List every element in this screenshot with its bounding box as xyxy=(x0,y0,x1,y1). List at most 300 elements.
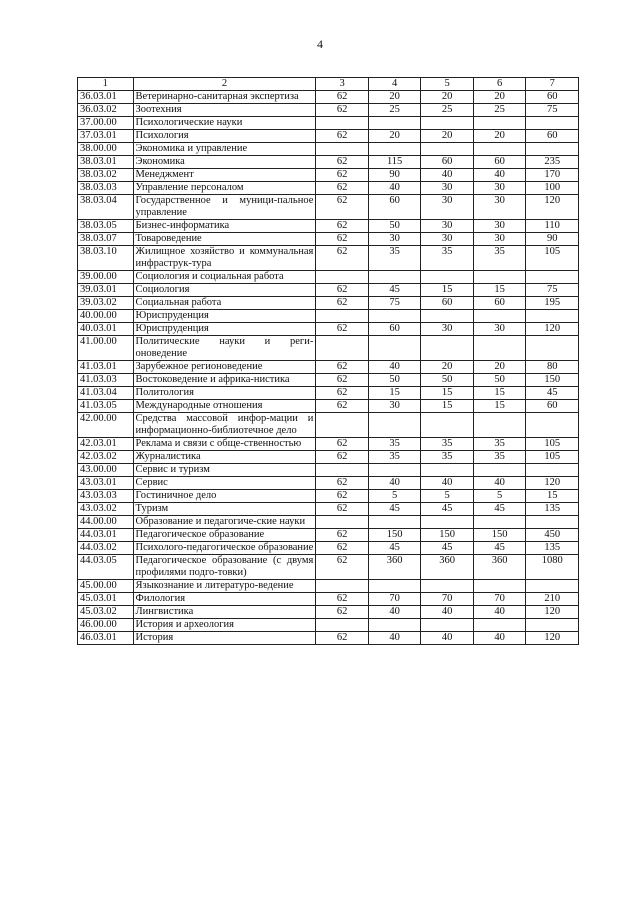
specialty-name: Товароведение xyxy=(133,233,316,246)
value-col-4: 15 xyxy=(368,387,421,400)
table-row xyxy=(78,182,579,195)
value-col-5: 35 xyxy=(421,451,474,464)
table-row xyxy=(78,297,579,310)
specialty-name: Филология xyxy=(133,593,316,606)
value-col-5: 20 xyxy=(421,361,474,374)
value-col-7: 120 xyxy=(526,477,579,490)
value-col-7: 100 xyxy=(526,182,579,195)
value-col-6: 30 xyxy=(473,195,526,220)
specialty-name: Государственное и муници-пальное управление xyxy=(133,195,316,220)
column-number: 6 xyxy=(473,78,526,91)
value-col-5: 70 xyxy=(421,593,474,606)
value-col-7: 135 xyxy=(526,503,579,516)
specialty-code: 45.00.00 xyxy=(78,580,134,593)
specialty-name: Политология xyxy=(133,387,316,400)
table-row xyxy=(78,336,579,361)
value-col-4: 360 xyxy=(368,555,421,580)
value-col-7: 120 xyxy=(526,632,579,645)
value-col-4: 75 xyxy=(368,297,421,310)
table-row xyxy=(78,361,579,374)
value-col-7 xyxy=(526,143,579,156)
specialty-code: 46.03.01 xyxy=(78,632,134,645)
value-col-6: 35 xyxy=(473,451,526,464)
table-row xyxy=(78,606,579,619)
value-col-6 xyxy=(473,516,526,529)
value-col-3: 62 xyxy=(316,284,369,297)
value-col-4: 45 xyxy=(368,503,421,516)
specialty-code: 38.03.01 xyxy=(78,156,134,169)
value-col-3: 62 xyxy=(316,555,369,580)
column-number-row xyxy=(78,78,579,91)
value-col-4: 50 xyxy=(368,374,421,387)
value-col-3: 62 xyxy=(316,91,369,104)
value-col-4: 40 xyxy=(368,182,421,195)
value-col-7: 210 xyxy=(526,593,579,606)
value-col-6 xyxy=(473,464,526,477)
value-col-5: 25 xyxy=(421,104,474,117)
value-col-7 xyxy=(526,310,579,323)
value-col-5: 50 xyxy=(421,374,474,387)
value-col-7: 120 xyxy=(526,195,579,220)
specialty-name: Социология и социальная работа xyxy=(133,271,316,284)
value-col-6: 20 xyxy=(473,361,526,374)
value-col-5: 15 xyxy=(421,387,474,400)
value-col-6: 30 xyxy=(473,323,526,336)
specialty-code: 38.03.03 xyxy=(78,182,134,195)
value-col-5: 35 xyxy=(421,246,474,271)
value-col-4: 70 xyxy=(368,593,421,606)
specialties-table xyxy=(77,77,579,645)
value-col-6: 50 xyxy=(473,374,526,387)
value-col-4: 40 xyxy=(368,477,421,490)
column-number: 5 xyxy=(421,78,474,91)
value-col-7 xyxy=(526,619,579,632)
value-col-4 xyxy=(368,464,421,477)
value-col-6 xyxy=(473,271,526,284)
value-col-6 xyxy=(473,336,526,361)
table-row xyxy=(78,413,579,438)
table-row xyxy=(78,632,579,645)
value-col-5: 40 xyxy=(421,606,474,619)
specialty-name: Социология xyxy=(133,284,316,297)
value-col-6: 40 xyxy=(473,169,526,182)
specialty-name: История xyxy=(133,632,316,645)
specialty-code: 42.00.00 xyxy=(78,413,134,438)
specialty-name: Педагогическое образование xyxy=(133,529,316,542)
value-col-7: 150 xyxy=(526,374,579,387)
table-row xyxy=(78,593,579,606)
table-row xyxy=(78,323,579,336)
specialty-code: 38.03.10 xyxy=(78,246,134,271)
value-col-3: 62 xyxy=(316,195,369,220)
value-col-3: 62 xyxy=(316,156,369,169)
specialty-name: Лингвистика xyxy=(133,606,316,619)
specialty-code: 39.00.00 xyxy=(78,271,134,284)
specialty-code: 37.00.00 xyxy=(78,117,134,130)
specialty-code: 41.03.03 xyxy=(78,374,134,387)
value-col-3 xyxy=(316,619,369,632)
value-col-7: 75 xyxy=(526,284,579,297)
value-col-3: 62 xyxy=(316,593,369,606)
specialty-name: Средства массовой инфор-мации и информационно-библиотечное дело xyxy=(133,413,316,438)
value-col-4: 35 xyxy=(368,438,421,451)
specialty-code: 38.03.02 xyxy=(78,169,134,182)
specialty-code: 39.03.02 xyxy=(78,297,134,310)
specialty-code: 44.00.00 xyxy=(78,516,134,529)
specialty-code: 45.03.01 xyxy=(78,593,134,606)
specialty-code: 43.03.01 xyxy=(78,477,134,490)
specialty-code: 43.03.03 xyxy=(78,490,134,503)
column-number: 1 xyxy=(78,78,134,91)
value-col-3: 62 xyxy=(316,297,369,310)
value-col-3: 62 xyxy=(316,233,369,246)
specialty-code: 37.03.01 xyxy=(78,130,134,143)
specialty-code: 42.03.02 xyxy=(78,451,134,464)
value-col-6: 30 xyxy=(473,233,526,246)
value-col-4 xyxy=(368,516,421,529)
column-number: 3 xyxy=(316,78,369,91)
value-col-3 xyxy=(316,516,369,529)
value-col-5 xyxy=(421,271,474,284)
value-col-5 xyxy=(421,580,474,593)
value-col-3: 62 xyxy=(316,182,369,195)
specialty-code: 39.03.01 xyxy=(78,284,134,297)
table-row xyxy=(78,438,579,451)
specialty-name: Менеджмент xyxy=(133,169,316,182)
value-col-6: 5 xyxy=(473,490,526,503)
value-col-4: 20 xyxy=(368,91,421,104)
value-col-6: 70 xyxy=(473,593,526,606)
value-col-5 xyxy=(421,336,474,361)
value-col-5 xyxy=(421,516,474,529)
value-col-5: 20 xyxy=(421,91,474,104)
value-col-3: 62 xyxy=(316,503,369,516)
value-col-3 xyxy=(316,336,369,361)
value-col-4: 40 xyxy=(368,632,421,645)
value-col-7: 60 xyxy=(526,130,579,143)
specialty-code: 46.00.00 xyxy=(78,619,134,632)
value-col-5: 60 xyxy=(421,297,474,310)
table-row xyxy=(78,310,579,323)
value-col-6 xyxy=(473,117,526,130)
value-col-3 xyxy=(316,464,369,477)
value-col-6 xyxy=(473,580,526,593)
value-col-7: 450 xyxy=(526,529,579,542)
specialty-code: 45.03.02 xyxy=(78,606,134,619)
value-col-6: 35 xyxy=(473,246,526,271)
specialty-name: Зоотехния xyxy=(133,104,316,117)
table-row xyxy=(78,619,579,632)
value-col-4: 60 xyxy=(368,195,421,220)
value-col-4 xyxy=(368,143,421,156)
value-col-6 xyxy=(473,310,526,323)
specialty-name: Жилищное хозяйство и коммунальная инфраструк-тура xyxy=(133,246,316,271)
value-col-5: 15 xyxy=(421,400,474,413)
value-col-3: 62 xyxy=(316,542,369,555)
column-number: 2 xyxy=(133,78,316,91)
value-col-3: 62 xyxy=(316,632,369,645)
value-col-5: 15 xyxy=(421,284,474,297)
value-col-3: 62 xyxy=(316,529,369,542)
column-number: 4 xyxy=(368,78,421,91)
table-row xyxy=(78,542,579,555)
value-col-7 xyxy=(526,413,579,438)
value-col-6: 150 xyxy=(473,529,526,542)
value-col-3: 62 xyxy=(316,130,369,143)
value-col-5: 45 xyxy=(421,542,474,555)
value-col-6 xyxy=(473,619,526,632)
value-col-3: 62 xyxy=(316,104,369,117)
value-col-7: 45 xyxy=(526,387,579,400)
specialty-name: Психолого-педагогическое образование xyxy=(133,542,316,555)
specialty-name: Реклама и связи с обще-ственностью xyxy=(133,438,316,451)
specialty-name: История и археология xyxy=(133,619,316,632)
specialty-name: Юриспруденция xyxy=(133,323,316,336)
value-col-4 xyxy=(368,117,421,130)
table-row xyxy=(78,374,579,387)
value-col-3 xyxy=(316,143,369,156)
value-col-3: 62 xyxy=(316,387,369,400)
value-col-7: 170 xyxy=(526,169,579,182)
value-col-7: 60 xyxy=(526,91,579,104)
value-col-7: 110 xyxy=(526,220,579,233)
value-col-5: 30 xyxy=(421,233,474,246)
specialty-code: 41.03.04 xyxy=(78,387,134,400)
value-col-5: 30 xyxy=(421,182,474,195)
value-col-5: 35 xyxy=(421,438,474,451)
value-col-4: 45 xyxy=(368,542,421,555)
value-col-5: 60 xyxy=(421,156,474,169)
table-row xyxy=(78,555,579,580)
table-row xyxy=(78,464,579,477)
specialty-code: 42.03.01 xyxy=(78,438,134,451)
table-row xyxy=(78,130,579,143)
specialty-name: Туризм xyxy=(133,503,316,516)
value-col-4: 150 xyxy=(368,529,421,542)
value-col-3 xyxy=(316,117,369,130)
value-col-6: 15 xyxy=(473,284,526,297)
value-col-7 xyxy=(526,580,579,593)
value-col-4 xyxy=(368,271,421,284)
value-col-7: 105 xyxy=(526,438,579,451)
value-col-3: 62 xyxy=(316,400,369,413)
value-col-5 xyxy=(421,619,474,632)
specialty-code: 44.03.05 xyxy=(78,555,134,580)
specialty-name: Экономика xyxy=(133,156,316,169)
value-col-7: 15 xyxy=(526,490,579,503)
value-col-5 xyxy=(421,143,474,156)
value-col-5: 30 xyxy=(421,220,474,233)
table-row xyxy=(78,220,579,233)
page-number: 4 xyxy=(317,37,323,51)
value-col-6: 60 xyxy=(473,297,526,310)
value-col-4: 50 xyxy=(368,220,421,233)
table-row xyxy=(78,156,579,169)
value-col-6 xyxy=(473,143,526,156)
specialty-name: Гостиничное дело xyxy=(133,490,316,503)
value-col-6: 45 xyxy=(473,542,526,555)
specialty-code: 43.03.02 xyxy=(78,503,134,516)
value-col-5 xyxy=(421,464,474,477)
value-col-3 xyxy=(316,310,369,323)
specialty-name: Журналистика xyxy=(133,451,316,464)
value-col-7 xyxy=(526,271,579,284)
specialty-name: Образование и педагогиче-ские науки xyxy=(133,516,316,529)
value-col-7: 135 xyxy=(526,542,579,555)
table-row xyxy=(78,233,579,246)
value-col-4: 30 xyxy=(368,233,421,246)
value-col-6: 15 xyxy=(473,387,526,400)
value-col-5: 30 xyxy=(421,195,474,220)
table-row xyxy=(78,387,579,400)
value-col-3: 62 xyxy=(316,451,369,464)
value-col-4: 115 xyxy=(368,156,421,169)
value-col-5: 150 xyxy=(421,529,474,542)
value-col-7: 1080 xyxy=(526,555,579,580)
table-row xyxy=(78,271,579,284)
value-col-4 xyxy=(368,619,421,632)
value-col-6: 40 xyxy=(473,632,526,645)
value-col-3: 62 xyxy=(316,490,369,503)
specialty-name: Управление персоналом xyxy=(133,182,316,195)
value-col-7: 105 xyxy=(526,451,579,464)
value-col-3: 62 xyxy=(316,169,369,182)
specialty-name: Психологические науки xyxy=(133,117,316,130)
value-col-7: 75 xyxy=(526,104,579,117)
value-col-3 xyxy=(316,580,369,593)
table-row xyxy=(78,195,579,220)
value-col-6: 40 xyxy=(473,606,526,619)
value-col-5 xyxy=(421,413,474,438)
specialty-code: 40.03.01 xyxy=(78,323,134,336)
value-col-6: 20 xyxy=(473,91,526,104)
value-col-4: 5 xyxy=(368,490,421,503)
specialty-name: Международные отношения xyxy=(133,400,316,413)
specialty-name: Сервис и туризм xyxy=(133,464,316,477)
specialty-code: 38.00.00 xyxy=(78,143,134,156)
table-row xyxy=(78,516,579,529)
table-row xyxy=(78,143,579,156)
value-col-7: 120 xyxy=(526,323,579,336)
value-col-5: 40 xyxy=(421,477,474,490)
table-row xyxy=(78,451,579,464)
value-col-4: 40 xyxy=(368,606,421,619)
specialty-name: Зарубежное регионоведение xyxy=(133,361,316,374)
value-col-4: 35 xyxy=(368,451,421,464)
value-col-4 xyxy=(368,413,421,438)
value-col-3 xyxy=(316,271,369,284)
specialty-code: 44.03.02 xyxy=(78,542,134,555)
value-col-4: 60 xyxy=(368,323,421,336)
value-col-6: 15 xyxy=(473,400,526,413)
value-col-5 xyxy=(421,117,474,130)
value-col-6: 40 xyxy=(473,477,526,490)
specialty-code: 38.03.05 xyxy=(78,220,134,233)
specialty-code: 36.03.01 xyxy=(78,91,134,104)
table-row xyxy=(78,169,579,182)
value-col-7: 235 xyxy=(526,156,579,169)
value-col-7 xyxy=(526,336,579,361)
value-col-4 xyxy=(368,580,421,593)
value-col-7 xyxy=(526,516,579,529)
specialty-name: Социальная работа xyxy=(133,297,316,310)
value-col-6: 25 xyxy=(473,104,526,117)
specialty-name: Сервис xyxy=(133,477,316,490)
value-col-4: 25 xyxy=(368,104,421,117)
value-col-4 xyxy=(368,310,421,323)
value-col-7: 120 xyxy=(526,606,579,619)
value-col-5: 5 xyxy=(421,490,474,503)
value-col-3: 62 xyxy=(316,477,369,490)
value-col-7: 105 xyxy=(526,246,579,271)
value-col-7: 90 xyxy=(526,233,579,246)
table-row xyxy=(78,91,579,104)
value-col-6: 30 xyxy=(473,182,526,195)
specialty-code: 40.00.00 xyxy=(78,310,134,323)
specialty-name: Востоковедение и африка-нистика xyxy=(133,374,316,387)
table-row xyxy=(78,284,579,297)
value-col-7 xyxy=(526,117,579,130)
value-col-3: 62 xyxy=(316,374,369,387)
value-col-3 xyxy=(316,413,369,438)
table-body xyxy=(78,78,579,645)
specialty-code: 41.03.05 xyxy=(78,400,134,413)
value-col-4 xyxy=(368,336,421,361)
value-col-5: 40 xyxy=(421,169,474,182)
value-col-4: 90 xyxy=(368,169,421,182)
specialty-name: Психология xyxy=(133,130,316,143)
value-col-4: 35 xyxy=(368,246,421,271)
value-col-6: 35 xyxy=(473,438,526,451)
value-col-5 xyxy=(421,310,474,323)
table-row xyxy=(78,490,579,503)
specialty-name: Юриспруденция xyxy=(133,310,316,323)
value-col-6: 30 xyxy=(473,220,526,233)
value-col-4: 40 xyxy=(368,361,421,374)
table-row xyxy=(78,104,579,117)
specialty-code: 38.03.07 xyxy=(78,233,134,246)
value-col-5: 30 xyxy=(421,323,474,336)
value-col-4: 45 xyxy=(368,284,421,297)
specialty-code: 44.03.01 xyxy=(78,529,134,542)
specialty-name: Политические науки и реги-оноведение xyxy=(133,336,316,361)
value-col-7: 60 xyxy=(526,400,579,413)
table-row xyxy=(78,400,579,413)
specialty-code: 41.00.00 xyxy=(78,336,134,361)
specialty-code: 43.00.00 xyxy=(78,464,134,477)
value-col-3: 62 xyxy=(316,323,369,336)
value-col-6: 20 xyxy=(473,130,526,143)
table-row xyxy=(78,503,579,516)
value-col-3: 62 xyxy=(316,361,369,374)
value-col-5: 20 xyxy=(421,130,474,143)
specialty-code: 36.03.02 xyxy=(78,104,134,117)
value-col-3: 62 xyxy=(316,606,369,619)
value-col-5: 40 xyxy=(421,632,474,645)
specialty-code: 38.03.04 xyxy=(78,195,134,220)
value-col-4: 30 xyxy=(368,400,421,413)
value-col-4: 20 xyxy=(368,130,421,143)
table-row xyxy=(78,246,579,271)
value-col-7: 195 xyxy=(526,297,579,310)
table-row xyxy=(78,529,579,542)
value-col-3: 62 xyxy=(316,220,369,233)
specialty-name: Педагогическое образование (с двумя профилями подго-товки) xyxy=(133,555,316,580)
specialty-name: Бизнес-информатика xyxy=(133,220,316,233)
value-col-7: 80 xyxy=(526,361,579,374)
value-col-6: 360 xyxy=(473,555,526,580)
table-row xyxy=(78,477,579,490)
